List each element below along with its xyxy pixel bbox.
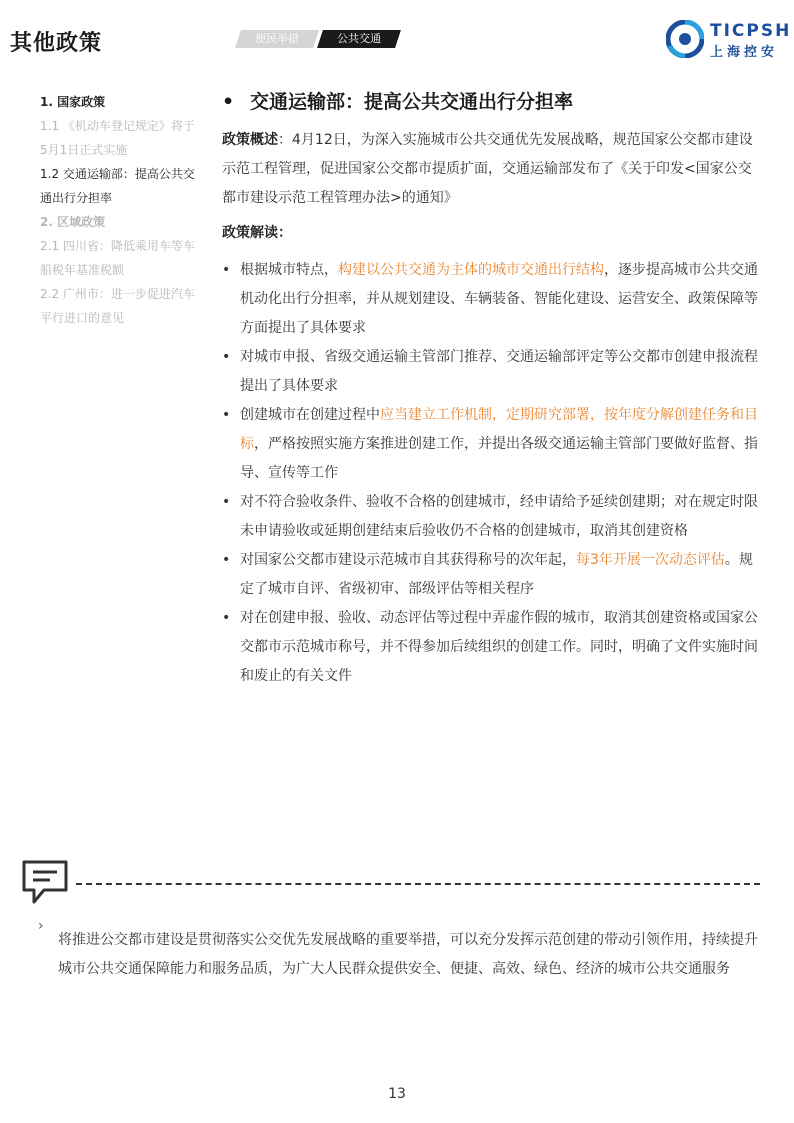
divider	[76, 883, 760, 885]
heading-text: 交通运输部：提高公共交通出行分担率	[250, 91, 574, 113]
toc-item-regional[interactable]: 2. 区域政策	[40, 215, 106, 229]
overview-text: ：4月12日，为深入实施城市公共交通优先发展战略，规范国家公交都市建设示范工程管理，促进国家公交都市提质扩面，交通运输部发布了《关于印发<国家公交都市建设示范工程管理办法>的通知》	[222, 132, 753, 206]
logo-text-en: TICPSH	[710, 21, 792, 41]
list-item: • 创建城市在创建过程中应当建立工作机制，定期研究部署，按年度分解创建任务和目标，严格按照实施方案推进创建工作，并提出各级交通运输主管部门要做好监督、指导、宣传等工作	[222, 401, 762, 488]
heading-bullet: •	[222, 91, 235, 113]
highlight-text: 每3年开展一次动态评估	[576, 552, 725, 568]
list-item: • 对不符合验收条件、验收不合格的创建城市，经申请给予延续创建期；对在规定时限未申请验收或延期创建结束后验收仍不合格的创建城市，取消其创建资格	[222, 488, 762, 546]
main-content	[222, 88, 762, 691]
tab-label: 公共交通	[337, 32, 381, 45]
interpretation-label: 政策解读：	[222, 225, 292, 241]
logo-icon	[666, 20, 704, 58]
highlight-text: 应当建立工作机制，定期研究部署，按年度分解创建任务和目标	[240, 407, 758, 452]
toc-item-sichuan[interactable]: 2.1 四川省：降低乘用车等车船税年基准税额	[40, 239, 195, 277]
interpretation-list	[222, 256, 762, 691]
list-item: • 对国家公交都市建设示范城市自其获得称号的次年起，每3年开展一次动态评估。规定了城市自评、省级初审、部级评估等相关程序	[222, 546, 762, 604]
tab-convenience[interactable]	[235, 30, 319, 48]
note-text: 将推进公交都市建设是贯彻落实公交优先发展战略的重要举措，可以充分发挥示范创建的带动引领作用，持续提升城市公共交通保障能力和服务品质，为广大人民群众提供安全、便捷、高效、绿色、经济的城市公共交通服务	[58, 932, 758, 977]
page-title: 其他政策	[10, 31, 103, 56]
list-item: • 对城市申报、省级交通运输主管部门推荐、交通运输部评定等公交都市创建申报流程提出了具体要求	[222, 343, 762, 401]
section-heading	[222, 88, 762, 116]
message-icon	[20, 858, 70, 906]
toc-item-national[interactable]: 1. 国家政策	[40, 95, 106, 109]
overview-label: 政策概述	[222, 132, 278, 148]
note-block	[38, 912, 764, 998]
list-item: • 根据城市特点，构建以公共交通为主体的城市交通出行结构，逐步提高城市公共交通机动化出行分担率，并从规划建设、车辆装备、智能化建设、运营安全、政策保障等方面提出了具体要求	[222, 256, 762, 343]
overview-paragraph	[222, 126, 762, 213]
toc-sidebar	[40, 90, 200, 330]
tab-public-transport[interactable]	[317, 30, 401, 48]
list-item: • 对在创建申报、验收、动态评估等过程中弄虚作假的城市，取消其创建资格或国家公交都市示范城市称号，并不得参加后续组织的创建工作。同时，明确了文件实施时间和废止的有关文件	[222, 604, 762, 691]
chevron-right-icon: ›	[38, 918, 44, 934]
logo-text-cn: 上海控安	[710, 45, 779, 60]
toc-item-guangzhou[interactable]: 2.2 广州市：进一步促进汽车平行进口的意见	[40, 287, 195, 325]
highlight-text: 构建以公共交通为主体的城市交通出行结构	[338, 262, 604, 278]
page-number: 13	[388, 1086, 406, 1102]
tab-label: 便民举措	[255, 32, 299, 45]
toc-item-vehicle-registration[interactable]: 1.1 《机动车登记规定》将于5月1日正式实施	[40, 119, 195, 157]
toc-item-transport-ministry[interactable]: 1.2 交通运输部：提高公共交通出行分担率	[40, 167, 195, 205]
logo	[666, 20, 792, 60]
